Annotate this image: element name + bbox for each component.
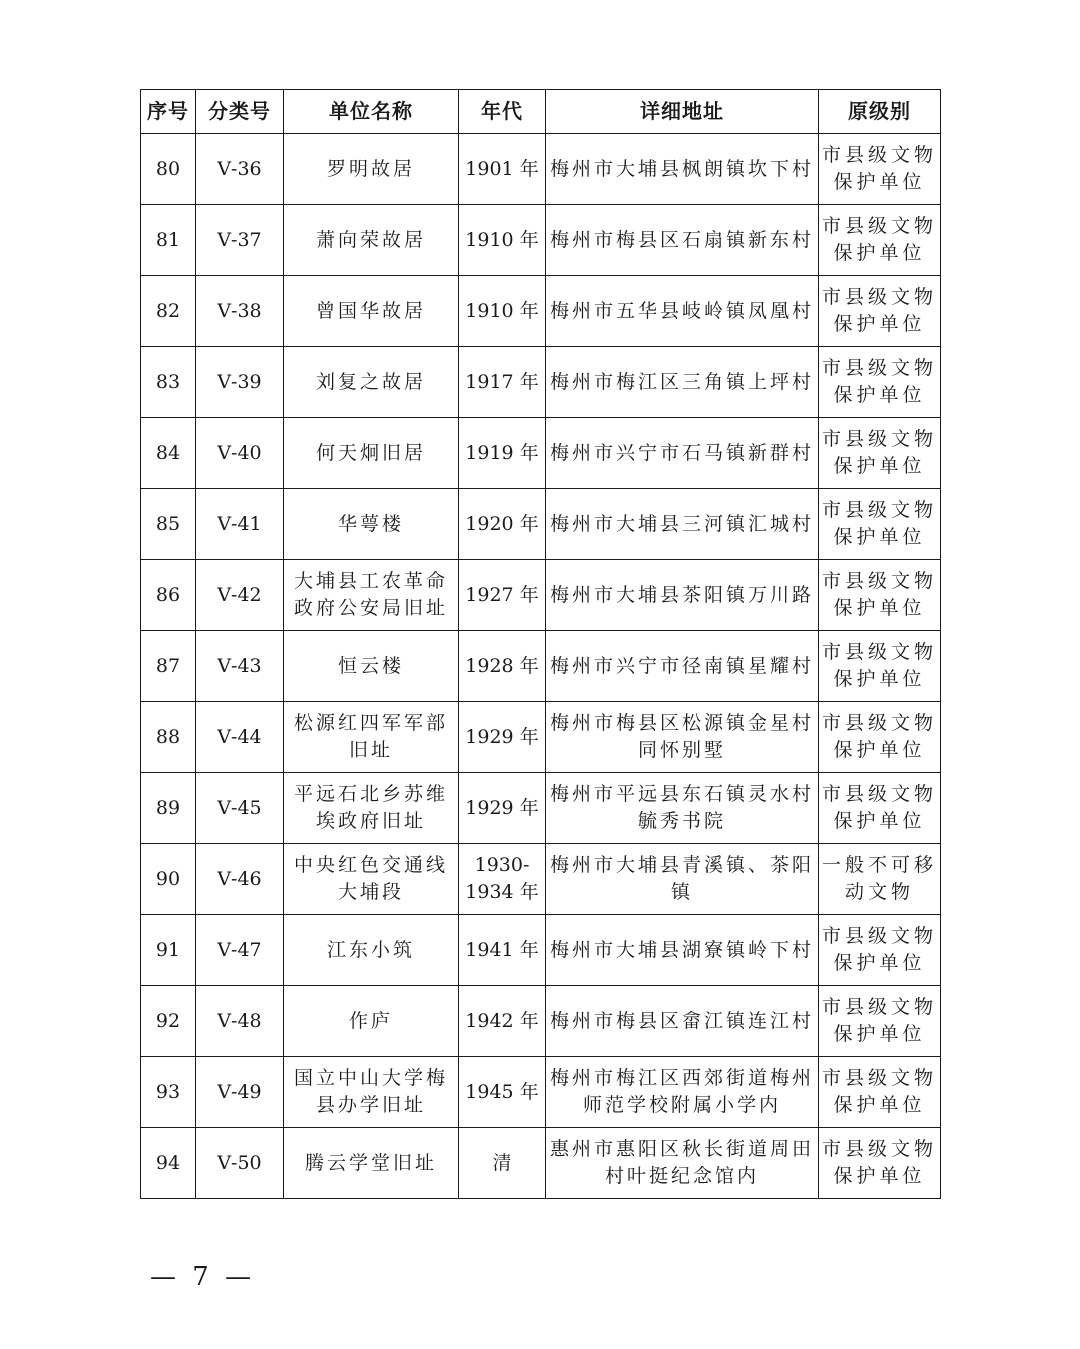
cell-classification: Ⅴ-45 <box>196 773 284 844</box>
cell-original-level: 一般不可移动文物 <box>819 844 941 915</box>
cell-era: 1928 年 <box>459 631 546 702</box>
cell-classification: Ⅴ-41 <box>196 489 284 560</box>
cell-original-level: 市县级文物保护单位 <box>819 276 941 347</box>
cell-index: 91 <box>141 915 196 986</box>
cell-unit-name: 罗明故居 <box>284 134 459 205</box>
cell-era: 1930-1934 年 <box>459 844 546 915</box>
cell-original-level: 市县级文物保护单位 <box>819 347 941 418</box>
cell-era: 1929 年 <box>459 702 546 773</box>
cell-original-level: 市县级文物保护单位 <box>819 631 941 702</box>
table-row <box>141 205 941 276</box>
header-classification: 分类号 <box>196 90 284 134</box>
cell-classification: Ⅴ-48 <box>196 986 284 1057</box>
cell-era: 1919 年 <box>459 418 546 489</box>
table-row <box>141 702 941 773</box>
cell-index: 84 <box>141 418 196 489</box>
cell-original-level: 市县级文物保护单位 <box>819 418 941 489</box>
cell-index: 80 <box>141 134 196 205</box>
cell-unit-name: 萧向荣故居 <box>284 205 459 276</box>
cell-unit-name: 华萼楼 <box>284 489 459 560</box>
cell-classification: Ⅴ-42 <box>196 560 284 631</box>
cell-original-level: 市县级文物保护单位 <box>819 702 941 773</box>
header-unit-name: 单位名称 <box>284 90 459 134</box>
cell-address: 梅州市兴宁市径南镇星耀村 <box>546 631 819 702</box>
cell-address: 梅州市平远县东石镇灵水村毓秀书院 <box>546 773 819 844</box>
cell-index: 94 <box>141 1128 196 1199</box>
cell-original-level: 市县级文物保护单位 <box>819 560 941 631</box>
cell-era: 1910 年 <box>459 205 546 276</box>
header-original-level: 原级别 <box>819 90 941 134</box>
cell-index: 85 <box>141 489 196 560</box>
cell-era: 1910 年 <box>459 276 546 347</box>
cell-original-level: 市县级文物保护单位 <box>819 205 941 276</box>
cell-era: 1929 年 <box>459 773 546 844</box>
cell-address: 梅州市梅县区石扇镇新东村 <box>546 205 819 276</box>
cell-classification: Ⅴ-38 <box>196 276 284 347</box>
cell-index: 90 <box>141 844 196 915</box>
heritage-table <box>140 89 941 1199</box>
cell-classification: Ⅴ-37 <box>196 205 284 276</box>
cell-address: 梅州市大埔县湖寮镇岭下村 <box>546 915 819 986</box>
header-address: 详细地址 <box>546 90 819 134</box>
cell-address: 梅州市大埔县青溪镇、茶阳镇 <box>546 844 819 915</box>
cell-unit-name: 作庐 <box>284 986 459 1057</box>
cell-address: 惠州市惠阳区秋长街道周田村叶挺纪念馆内 <box>546 1128 819 1199</box>
cell-classification: Ⅴ-43 <box>196 631 284 702</box>
cell-classification: Ⅴ-44 <box>196 702 284 773</box>
cell-classification: Ⅴ-50 <box>196 1128 284 1199</box>
cell-era: 1941 年 <box>459 915 546 986</box>
cell-unit-name: 平远石北乡苏维埃政府旧址 <box>284 773 459 844</box>
cell-classification: Ⅴ-36 <box>196 134 284 205</box>
cell-era: 1917 年 <box>459 347 546 418</box>
cell-original-level: 市县级文物保护单位 <box>819 773 941 844</box>
cell-original-level: 市县级文物保护单位 <box>819 1057 941 1128</box>
table-row <box>141 489 941 560</box>
cell-address: 梅州市大埔县茶阳镇万川路 <box>546 560 819 631</box>
cell-index: 88 <box>141 702 196 773</box>
table-row <box>141 560 941 631</box>
table-row <box>141 276 941 347</box>
cell-index: 86 <box>141 560 196 631</box>
table-row <box>141 418 941 489</box>
cell-address: 梅州市兴宁市石马镇新群村 <box>546 418 819 489</box>
cell-era: 1920 年 <box>459 489 546 560</box>
table-row <box>141 915 941 986</box>
cell-address: 梅州市梅县区畲江镇连江村 <box>546 986 819 1057</box>
cell-index: 89 <box>141 773 196 844</box>
cell-original-level: 市县级文物保护单位 <box>819 489 941 560</box>
header-era: 年代 <box>459 90 546 134</box>
cell-original-level: 市县级文物保护单位 <box>819 915 941 986</box>
cell-unit-name: 曾国华故居 <box>284 276 459 347</box>
cell-unit-name: 大埔县工农革命政府公安局旧址 <box>284 560 459 631</box>
cell-original-level: 市县级文物保护单位 <box>819 1128 941 1199</box>
cell-classification: Ⅴ-46 <box>196 844 284 915</box>
cell-index: 87 <box>141 631 196 702</box>
table-row <box>141 347 941 418</box>
cell-address: 梅州市五华县岐岭镇凤凰村 <box>546 276 819 347</box>
cell-index: 83 <box>141 347 196 418</box>
cell-classification: Ⅴ-39 <box>196 347 284 418</box>
cell-unit-name: 松源红四军军部旧址 <box>284 702 459 773</box>
header-index: 序号 <box>141 90 196 134</box>
cell-unit-name: 恒云楼 <box>284 631 459 702</box>
cell-unit-name: 腾云学堂旧址 <box>284 1128 459 1199</box>
cell-address: 梅州市梅江区西郊街道梅州师范学校附属小学内 <box>546 1057 819 1128</box>
cell-era: 1927 年 <box>459 560 546 631</box>
table-row <box>141 134 941 205</box>
cell-unit-name: 中央红色交通线大埔段 <box>284 844 459 915</box>
table-row <box>141 631 941 702</box>
cell-address: 梅州市大埔县枫朗镇坎下村 <box>546 134 819 205</box>
cell-index: 82 <box>141 276 196 347</box>
table-row <box>141 844 941 915</box>
cell-address: 梅州市梅江区三角镇上坪村 <box>546 347 819 418</box>
cell-original-level: 市县级文物保护单位 <box>819 134 941 205</box>
cell-era: 清 <box>459 1128 546 1199</box>
cell-classification: Ⅴ-49 <box>196 1057 284 1128</box>
header-row <box>141 90 941 134</box>
cell-classification: Ⅴ-40 <box>196 418 284 489</box>
cell-index: 92 <box>141 986 196 1057</box>
cell-classification: Ⅴ-47 <box>196 915 284 986</box>
cell-original-level: 市县级文物保护单位 <box>819 986 941 1057</box>
page-number: — 7 — <box>150 1262 256 1292</box>
table-row <box>141 773 941 844</box>
table-body <box>141 134 941 1199</box>
cell-era: 1942 年 <box>459 986 546 1057</box>
cell-index: 81 <box>141 205 196 276</box>
cell-era: 1901 年 <box>459 134 546 205</box>
cell-unit-name: 江东小筑 <box>284 915 459 986</box>
cell-address: 梅州市大埔县三河镇汇城村 <box>546 489 819 560</box>
cell-unit-name: 国立中山大学梅县办学旧址 <box>284 1057 459 1128</box>
cell-unit-name: 刘复之故居 <box>284 347 459 418</box>
cell-era: 1945 年 <box>459 1057 546 1128</box>
table-row <box>141 1128 941 1199</box>
cell-unit-name: 何天炯旧居 <box>284 418 459 489</box>
cell-index: 93 <box>141 1057 196 1128</box>
table-row <box>141 1057 941 1128</box>
cell-address: 梅州市梅县区松源镇金星村同怀别墅 <box>546 702 819 773</box>
table-row <box>141 986 941 1057</box>
